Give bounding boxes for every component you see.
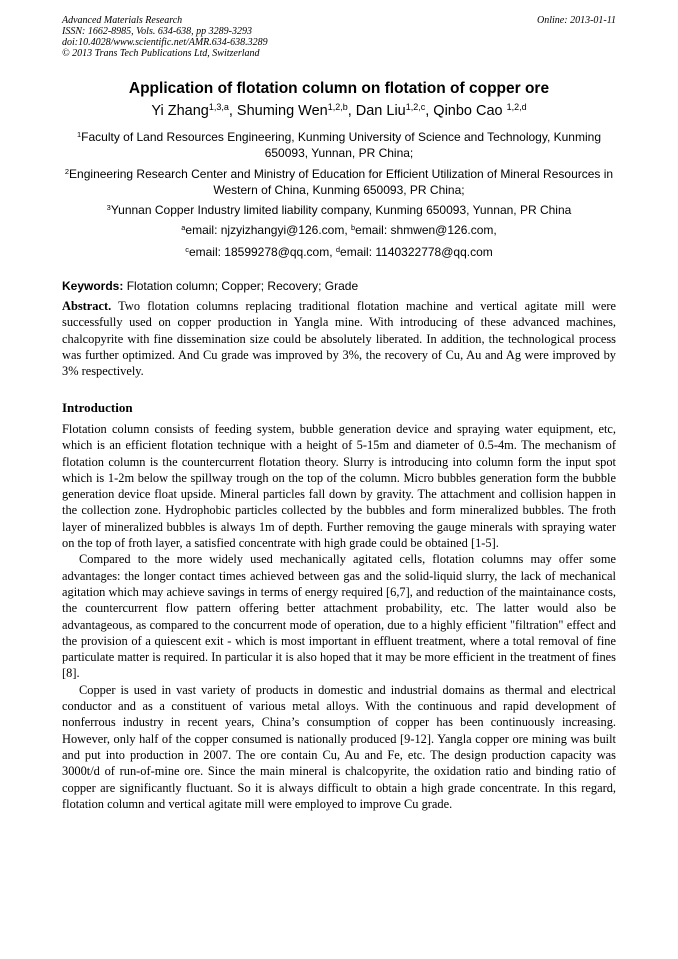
affiliation-2: $^2$Engineering Research Center and Ministry of Education for Efficient Utilization of Mineral Resources in Western of China, Kunming 650093, PR China; [64, 166, 614, 197]
author-list: Yi Zhang$^{1,3,a}$, Shuming Wen$^{1,2,b}$, Dan Liu$^{1,2,c}$, Qinbo Cao $^{1,2,d}$ [151, 102, 527, 119]
affiliation-1: $^1$Faculty of Land Resources Engineering, Kunming University of Science and Technology, Kunming 650093, Yunnan, PR China; [77, 129, 601, 160]
author-affil-mark: 1,2,d [506, 102, 527, 113]
journal-name: Advanced Materials Research [62, 15, 183, 26]
abstract-text: Two flotation columns replacing traditional flotation machine and vertical agitate mill were successfully used on copper production in Yangla mine. With introducing of these advanced machines, chalcopyrite with fine dissemination size could be absolutely liberated. In addition, the technological process was further optimized. And Cu grade was improved by 3%, the recovery of Cu, Au and Ag were improved by 3% respectively. [62, 299, 616, 379]
email-line-2: $^c$email: 18599278@qq.com, $^d$email: 1140322778@qq.com [185, 244, 493, 259]
author-affil-mark: 1,3,a [208, 102, 229, 113]
author-affil-mark: 1,2,c [405, 102, 426, 113]
author-name: Qinbo Cao [433, 103, 507, 119]
paragraph: Copper is used in vast variety of products in domestic and industrial domains as thermal and electrical conductor and as a constituent of various metal alloys. With the continuous and rapid development of nonferrous industry in recent years, China’s consumption of copper has been continuously increasing. However, only half of the copper consumed is nationally produced [9-12]. Yangla copper ore mining was built and put into production in 2007. The ore contain Cu, Au and Fe, etc. The design production capacity was 3000t/d of run-of-mine ore. Since the main mineral is chalcopyrite, the oxidation ratio and binding ratio of copper are significantly fluctuant. So it is always difficult to obtain a high grade concentrate. In this regard, flotation column and vertical agitate mill were employed to improve Cu grade. [62, 682, 616, 811]
paragraph: Flotation column consists of feeding system, bubble generation device and spraying water equipment, etc, which is an efficient flotation technique with a height of 5-15m and diameter of 0.5-4m. The mechanism of flotation column is the countercurrent flotation theory. Slurry is introducing into column form the input spot which is 1-2m below the spillway trough on the top of the column. Micro bubbles generation form the bubble generation device float upside. Mineral particles fall down by gravity. The attachment and collision happen in the collection zone. Hydrophobic particles collected by the bubbles and form mineralized bubbles. The froth layer of mineralized bubbles is always 1m of depth. Further removing the gauge minerals with spraying water on the top of froth layer, a satisfied concentrate with high grade could be obtained [1-5]. [62, 422, 616, 551]
abstract-label: Abstract. [62, 299, 112, 313]
keywords-text: Flotation column; Copper; Recovery; Grade [123, 279, 359, 293]
keywords [62, 279, 616, 293]
paragraph: Compared to the more widely used mechanically agitated cells, flotation columns may offer some advantages: the longer contact times achieved between gas and the solid-liquid slurry, the lack of mechanical agitation which may achieve savings in terms of energy required [6,7], and reduction of the maintainance costs, the countercurrent flow pattern offering better attachment probability, etc. The latter would also be advantageous, as compared to the concurrent mode of operation, due to a highly efficient "filtration" effect and the provision of a quiescent exit - which is most important in effluent treatment, where a total removal of fine particulate matter is required. In particular it is also hoped that it may be more efficient in the treatment of fines [8]. [62, 552, 616, 681]
journal-header [62, 15, 268, 59]
paper-title: Application of flotation column on flotation of copper ore [128, 80, 550, 97]
author-name: Dan Liu [355, 103, 406, 119]
email-line-1: $^a$email: njzyizhangyi@126.com, $^b$email: shmwen@126.com, [181, 222, 497, 237]
email-d[interactable]: email: 1140322778@qq.com [340, 245, 493, 259]
section-heading: Introduction [62, 400, 133, 415]
email-b[interactable]: email: shmwen@126.com, [355, 223, 497, 237]
introduction-body [62, 421, 616, 812]
online-date: Online: 2013-01-11 [537, 15, 616, 26]
author-name: Shuming Wen [236, 103, 328, 119]
abstract [62, 298, 616, 379]
email-a[interactable]: email: njzyizhangyi@126.com, [185, 223, 351, 237]
doi-line: doi:10.4028/www.scientific.net/AMR.634-638.3289 [62, 37, 268, 48]
author-affil-mark: 1,2,b [327, 102, 348, 113]
email-c[interactable]: email: 18599278@qq.com, [188, 245, 336, 259]
author-name: Yi Zhang [151, 103, 209, 119]
issn-line: ISSN: 1662-8985, Vols. 634-638, pp 3289-3293 [62, 26, 252, 37]
affiliation-3: $^3$Yunnan Copper Industry limited liability company, Kunming 650093, Yunnan, PR China [106, 202, 572, 217]
copyright-line: © 2013 Trans Tech Publications Ltd, Switzerland [62, 48, 260, 59]
keywords-label: Keywords: [62, 279, 124, 293]
